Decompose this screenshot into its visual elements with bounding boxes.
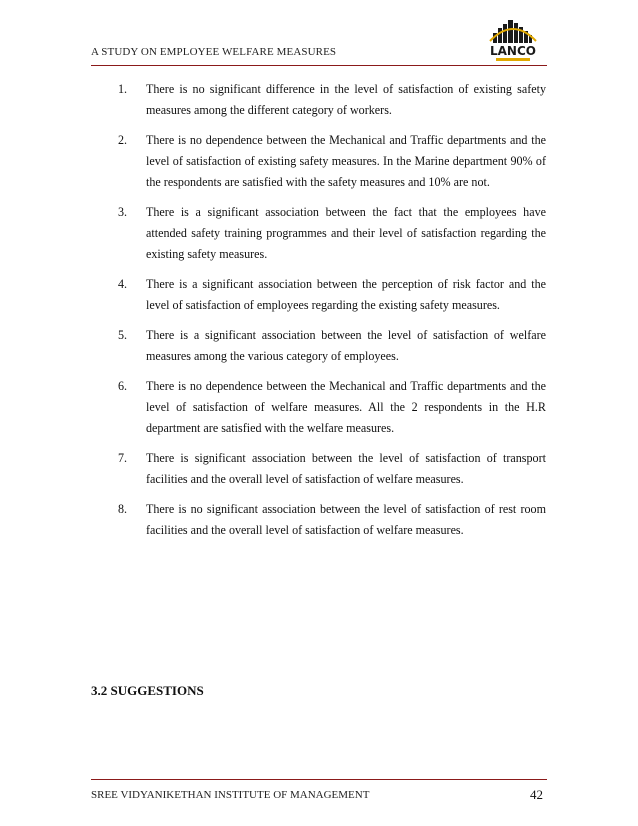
- footer-divider: [91, 779, 547, 780]
- list-item-number: 7.: [118, 451, 128, 465]
- list-item-text: There is significant association between the level of satisfaction of transport facilities and the overall level of satisfaction of welfare measures.: [146, 451, 546, 486]
- list-item-number: 3.: [118, 205, 128, 219]
- list-item: [118, 325, 546, 367]
- list-item-text: There is no dependence between the Mechanical and Traffic departments and the level of satisfaction of existing safety measures. In the Marine department 90% of the respondents are satisfied with the safety measures and 10% are not.: [146, 133, 546, 189]
- list-item: [118, 202, 546, 265]
- list-item-text: There is a significant association between the perception of risk factor and the level of satisfaction of employees regarding the existing safety measures.: [146, 277, 546, 312]
- logo-text: LANCO: [490, 44, 536, 58]
- list-item: [118, 448, 546, 490]
- list-item-text: There is no significant difference in the level of satisfaction of existing safety measures among the different category of workers.: [146, 82, 546, 117]
- lanco-logo: [476, 17, 550, 65]
- list-item: [118, 376, 546, 439]
- list-item: [118, 79, 546, 121]
- section-heading: 3.2 SUGGESTIONS: [91, 683, 204, 698]
- list-item-number: 4.: [118, 277, 128, 291]
- findings-list: [118, 79, 546, 550]
- list-item-text: There is no dependence between the Mechanical and Traffic departments and the level of satisfaction of welfare measures. All the 2 respondents in the H.R department are satisfied with the welfare measures.: [146, 379, 546, 435]
- list-item-number: 1.: [118, 82, 128, 96]
- list-item-number: 2.: [118, 133, 128, 147]
- header-title: A STUDY ON EMPLOYEE WELFARE MEASURES: [91, 46, 337, 58]
- header-divider: [91, 65, 547, 66]
- footer-institute: SREE VIDYANIKETHAN INSTITUTE OF MANAGEMENT: [91, 789, 370, 801]
- page-number: 42: [530, 787, 543, 802]
- list-item: [118, 130, 546, 193]
- list-item: [118, 274, 546, 316]
- list-item-number: 5.: [118, 328, 128, 342]
- list-item-number: 6.: [118, 379, 128, 393]
- list-item: [118, 499, 546, 541]
- list-item-text: There is a significant association between the fact that the employees have attended safety training programmes and their level of satisfaction regarding the existing safety measures.: [146, 205, 546, 261]
- list-item-number: 8.: [118, 502, 128, 516]
- list-item-text: There is no significant association between the level of satisfaction of rest room facilities and the overall level of satisfaction of welfare measures.: [146, 502, 546, 537]
- list-item-text: There is a significant association between the level of satisfaction of welfare measures among the various category of employees.: [146, 328, 546, 363]
